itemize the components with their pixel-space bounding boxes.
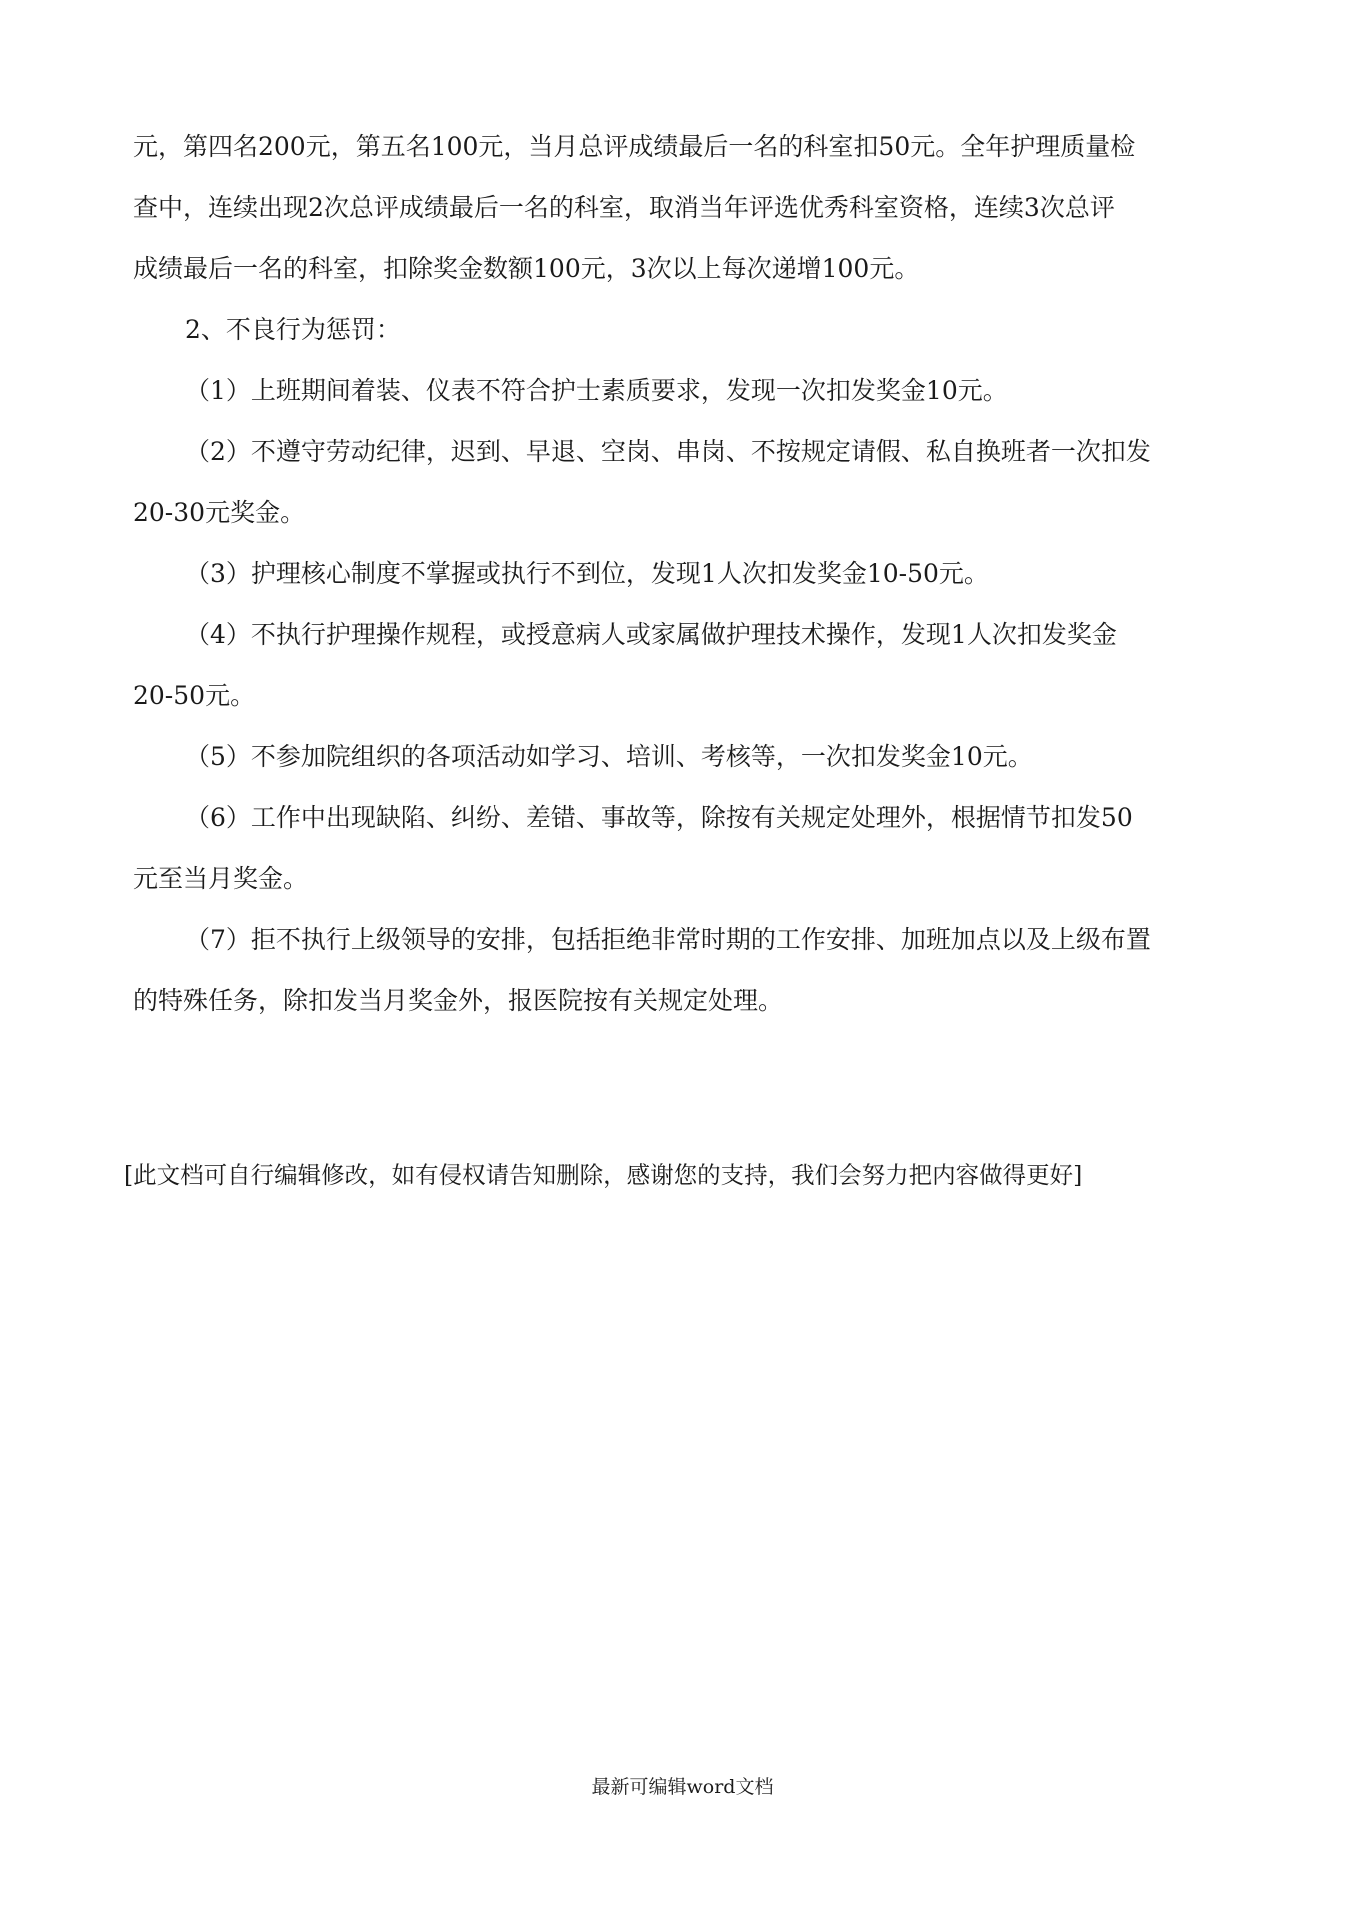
disclaimer-note: [此文档可自行编辑修改，如有侵权请告知删除，感谢您的支持，我们会努力把内容做得更好] [124,1161,1083,1189]
paragraph-line: （4）不执行护理操作规程，或授意病人或家属做护理技术操作，发现1人次扣发奖金 [185,620,1117,649]
paragraph-line: 元至当月奖金。 [133,864,309,893]
paragraph-line: 元，第四名200元，第五名100元，当月总评成绩最后一名的科室扣50元。全年护理质量检 [133,132,1136,161]
paragraph-line: （2）不遵守劳动纪律，迟到、早退、空岗、串岗、不按规定请假、私自换班者一次扣发 [185,437,1151,466]
paragraph-line: 20-50元。 [133,681,256,710]
paragraph-line: 的特殊任务，除扣发当月奖金外，报医院按有关规定处理。 [133,986,784,1015]
paragraph-line: （5）不参加院组织的各项活动如学习、培训、考核等，一次扣发奖金10元。 [185,742,1033,771]
paragraph-line: 20-30元奖金。 [133,498,306,527]
paragraph-line: 查中，连续出现2次总评成绩最后一名的科室，取消当年评选优秀科室资格，连续3次总评 [133,193,1115,222]
document-body [133,116,1243,1031]
paragraph-line: （1）上班期间着装、仪表不符合护士素质要求，发现一次扣发奖金10元。 [185,376,1008,405]
paragraph-line: （7）拒不执行上级领导的安排，包括拒绝非常时期的工作安排、加班加点以及上级布置 [185,925,1151,954]
paragraph-line: 成绩最后一名的科室，扣除奖金数额100元，3次以上每次递增100元。 [133,254,920,283]
paragraph-line: （3）护理核心制度不掌握或执行不到位，发现1人次扣发奖金10-50元。 [185,559,989,588]
paragraph-line: （6）工作中出现缺陷、纠纷、差错、事故等，除按有关规定处理外，根据情节扣发50 [185,803,1133,832]
page-footer: 最新可编辑word文档 [591,1776,774,1798]
section-heading: 2、不良行为惩罚： [185,315,401,344]
